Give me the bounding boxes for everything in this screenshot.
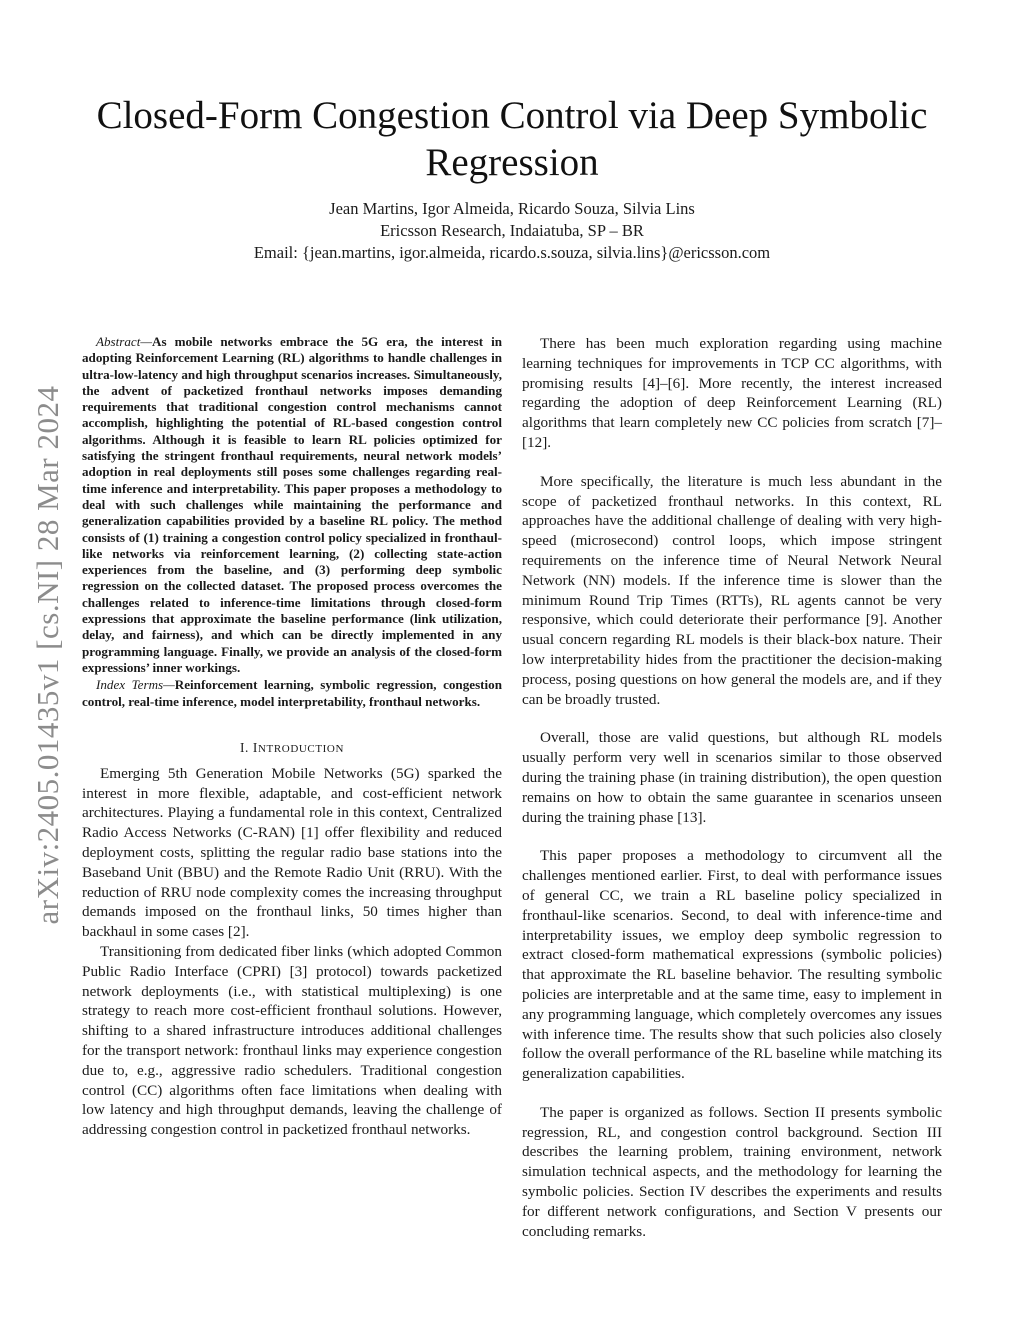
paragraph: Overall, those are valid questions, but although RL models usually perform very well in scenarios similar to those observed during the training phase (in training distribution), the open question remains on how to obtain the same guarantee in scenarios unseen during the training phase [13]. [522, 729, 942, 826]
paragraph: The paper is organized as follows. Section II presents symbolic regression, RL, and congestion control background. Section III describes the learning problem, training environment, network simulation technical aspects, and the methodology for learning the symbolic policies. Section IV describes the experiments and results for different network configurations, and Section V presents our concluding remarks. [522, 1103, 942, 1240]
paragraph: There has been much exploration regarding using machine learning techniques for improvements in TCP CC algorithms, with promising results [4]–[6]. More recently, the interest increased regarding the adoption of deep Reinforcement Learning (RL) algorithms that learn completely new CC policies from scratch [7]–[12]. [522, 335, 942, 451]
author-block [60, 198, 964, 264]
paragraph: More specifically, the literature is much less abundant in the scope of packetized fronthaul networks. In this context, RL approaches have the additional challenge of dealing with very high-speed (microsecond) control loops, which impose stringent requirements on the inference time of Neural Network Neural Network (NN) models. If the inference time is slower than the minimum Round Trip Times (RTTs), RL agents cannot be very responsive, which could deteriorate their performance [9]. Another usual concern regarding RL models is their black-box nature. Their low interpretability hides from the practitioner the decision-making process, posing questions on how general the models are, and if they can be broadly trusted. [522, 472, 942, 708]
left-column [82, 334, 502, 1140]
affiliation: Ericsson Research, Indaiatuba, SP – BR [380, 221, 644, 240]
paragraph: Emerging 5th Generation Mobile Networks (5G) sparked the interest in more flexible, adaptable, and cost-efficient network architectures. Playing a fundamental role in this context, Centralized Radio Access Networks (C-RAN) [1] offer flexibility and reduced deployment costs, splitting the regular radio base stations into the Baseband Unit (BBU) and the Remote Radio Unit (RRU). With the reduction of RRU node complexity comes the increasing throughput demands imposed on the fronthaul links, 50 times higher than backhaul in some cases [2]. [82, 764, 502, 941]
right-column [522, 334, 942, 1260]
abstract-label: Abstract— [96, 334, 153, 349]
paragraph: Transitioning from dedicated fiber links (which adopted Common Public Radio Interface (CPRI) [3] protocol) towards packetized network deployments (i.e., with statistical multiplexing) is one strategy to reach more cost-efficient fronthaul solutions. However, shifting to a shared infrastructure introduces additional challenges for the transport network: fronthaul links may experience congestion due to, e.g., aggressive radio schedulers. Traditional congestion control (CC) algorithms often face limitations when dealing with low latency and high throughput demands, leaving the challenge of addressing congestion control in packetized fronthaul networks. [82, 943, 502, 1139]
intro-left-text [82, 764, 502, 1140]
abstract [82, 334, 502, 710]
author-names: Jean Martins, Igor Almeida, Ricardo Souza, Silvia Lins [329, 199, 695, 218]
index-terms-text: Reinforcement learning, symbolic regression, congestion control, real-time inference, model interpretability, fronthaul networks. [82, 677, 502, 709]
paper-title: Closed-Form Congestion Control via Deep Symbolic Regression [96, 94, 928, 184]
arxiv-identifier: arXiv:2405.01435v1 [cs.NI] 28 Mar 2024 [30, 385, 65, 925]
paragraph: This paper proposes a methodology to circumvent all the challenges mentioned earlier. First, to deal with performance issues of general CC, we train a RL baseline policy specialized in fronthaul-like scenarios. Second, to deal with inference-time and interpretability issues, we employ deep symbolic regression to extract closed-form mathematical expressions (symbolic policies) that approximate the RL baseline behavior. The resulting symbolic policies are interpretable and at the same time, easy to implement in any programming language, which completely overcomes any issues with inference time. The results show that such policies also closely follow the overall performance of the RL baseline while matching its generalization capabilities. [522, 847, 942, 1083]
email-line: Email: {jean.martins, igor.almeida, ricardo.s.souza, silvia.lins}@ericsson.com [253, 243, 771, 262]
section-heading: I. INTRODUCTION [239, 739, 345, 755]
abstract-text: As mobile networks embrace the 5G era, the interest in adopting Reinforcement Learning (RL) algorithms to handle challenges in ultra-low-latency and high throughput scenarios increases. Simultaneously, the advent of packetized fronthaul networks imposes demanding requirements that traditional congestion control mechanisms cannot accomplish, highlighting the potential of RL-based congestion control algorithms. Although it is feasible to learn RL policies optimized for satisfying the stringent fronthaul requirements, neural network models’ adoption in real deployments still poses some challenges regarding real-time inference and interpretability. This paper proposes a methodology to deal with such challenges while maintaining the performance and generalization capabilities provided by a baseline RL policy. The method consists of (1) training a congestion control policy specialized in fronthaul-like networks via reinforcement learning, (2) collecting state-action experiences from the baseline, and (3) performing deep symbolic regression on the collected dataset. The proposed process overcomes the challenges related to inference-time limitations through closed-form expressions that approximate the baseline performance (link utilization, delay, and fairness), and which can be directly implemented in any programming language. Finally, we provide an analysis of the closed-form expressions’ inner workings. [82, 334, 502, 675]
index-terms-label: Index Terms— [96, 677, 175, 693]
